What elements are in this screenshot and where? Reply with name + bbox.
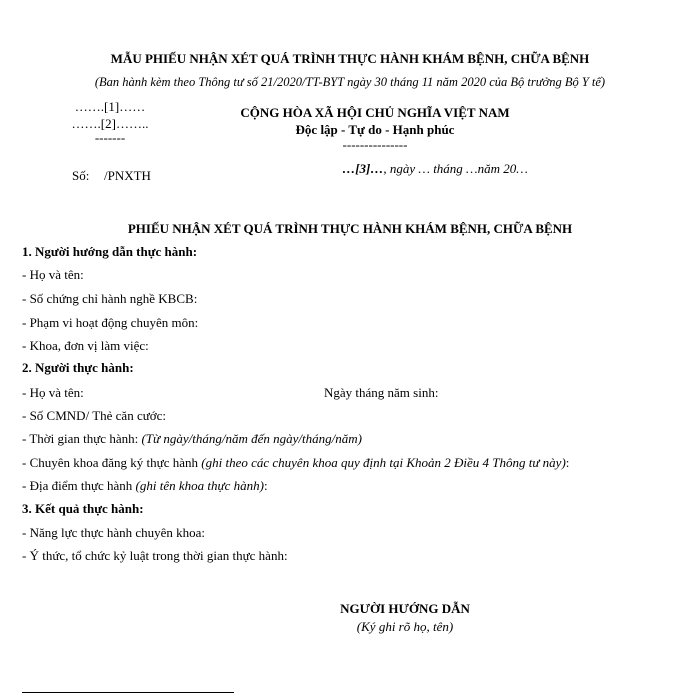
s2-time-note: (Từ ngày/tháng/năm đến ngày/tháng/năm) xyxy=(141,431,362,446)
s2-time xyxy=(22,431,362,447)
so-value: /PNXTH xyxy=(104,168,151,183)
s1-cert: - Số chứng chỉ hành nghề KBCB: xyxy=(22,291,198,306)
so-label: Số: xyxy=(72,168,90,183)
s2-id: - Số CMND/ Thẻ căn cước: xyxy=(22,408,167,423)
s1-scope: - Phạm vi hoạt động chuyên môn: xyxy=(22,315,199,330)
section3-heading: 3. Kết quả thực hành: xyxy=(22,501,144,516)
s2-specialty-note: (ghi theo các chuyên khoa quy định tại Khoản 2 Điều 4 Thông tư này) xyxy=(201,455,566,470)
form-title: MẪU PHIẾU NHẬN XÉT QUÁ TRÌNH THỰC HÀNH KHÁM BỆNH, CHỮA BỆNH xyxy=(110,51,590,66)
s2-time-label: - Thời gian thực hành: xyxy=(22,431,142,446)
s2-place-label: - Địa điểm thực hành xyxy=(22,478,136,493)
s2-specialty-end: : xyxy=(565,455,570,470)
date-text: , ngày … tháng …năm 20… xyxy=(383,161,528,176)
s2-specialty xyxy=(22,455,569,471)
s2-place xyxy=(22,478,268,494)
s2-name: - Họ và tên: xyxy=(22,385,84,400)
s2-specialty-label: - Chuyên khoa đăng ký thực hành xyxy=(22,455,202,470)
footnote-divider xyxy=(22,692,234,693)
s1-name: - Họ và tên: xyxy=(22,267,84,282)
republic-name: CỘNG HÒA XÃ HỘI CHỦ NGHĨA VIỆT NAM xyxy=(240,105,510,120)
signature-note: (Ký ghi rõ họ, tên) xyxy=(356,619,454,634)
section1-heading: 1. Người hướng dẫn thực hành: xyxy=(22,244,198,259)
form-subtitle: (Ban hành kèm theo Thông tư số 21/2020/TT-BYT ngày 30 tháng 11 năm 2020 của Bộ trưởng Bộ Y tế) xyxy=(94,75,606,89)
document-title: PHIẾU NHẬN XÉT QUÁ TRÌNH THỰC HÀNH KHÁM BỆNH, CHỮA BỆNH xyxy=(127,221,573,236)
s3-ability: - Năng lực thực hành chuyên khoa: xyxy=(22,525,206,540)
s2-place-end: : xyxy=(263,478,268,493)
s2-dob: Ngày tháng năm sinh: xyxy=(324,385,439,400)
signature-title: NGƯỜI HƯỚNG DẪN xyxy=(340,601,470,616)
republic-dashes: --------------- xyxy=(342,137,408,152)
date-line xyxy=(320,161,550,177)
org-line-2: …….[2]…….. xyxy=(71,116,149,131)
place-ref: …[3]… xyxy=(342,161,384,176)
org-line-1: …….[1]…… xyxy=(74,99,146,114)
republic-motto: Độc lập - Tự do - Hạnh phúc xyxy=(295,122,455,137)
s2-place-note: (ghi tên khoa thực hành) xyxy=(135,478,264,493)
s3-discipline: - Ý thức, tổ chức kỷ luật trong thời gian thực hành: xyxy=(22,548,288,563)
org-dashes: ------- xyxy=(94,130,126,145)
s1-dept: - Khoa, đơn vị làm việc: xyxy=(22,338,149,353)
section2-heading: 2. Người thực hành: xyxy=(22,360,134,375)
